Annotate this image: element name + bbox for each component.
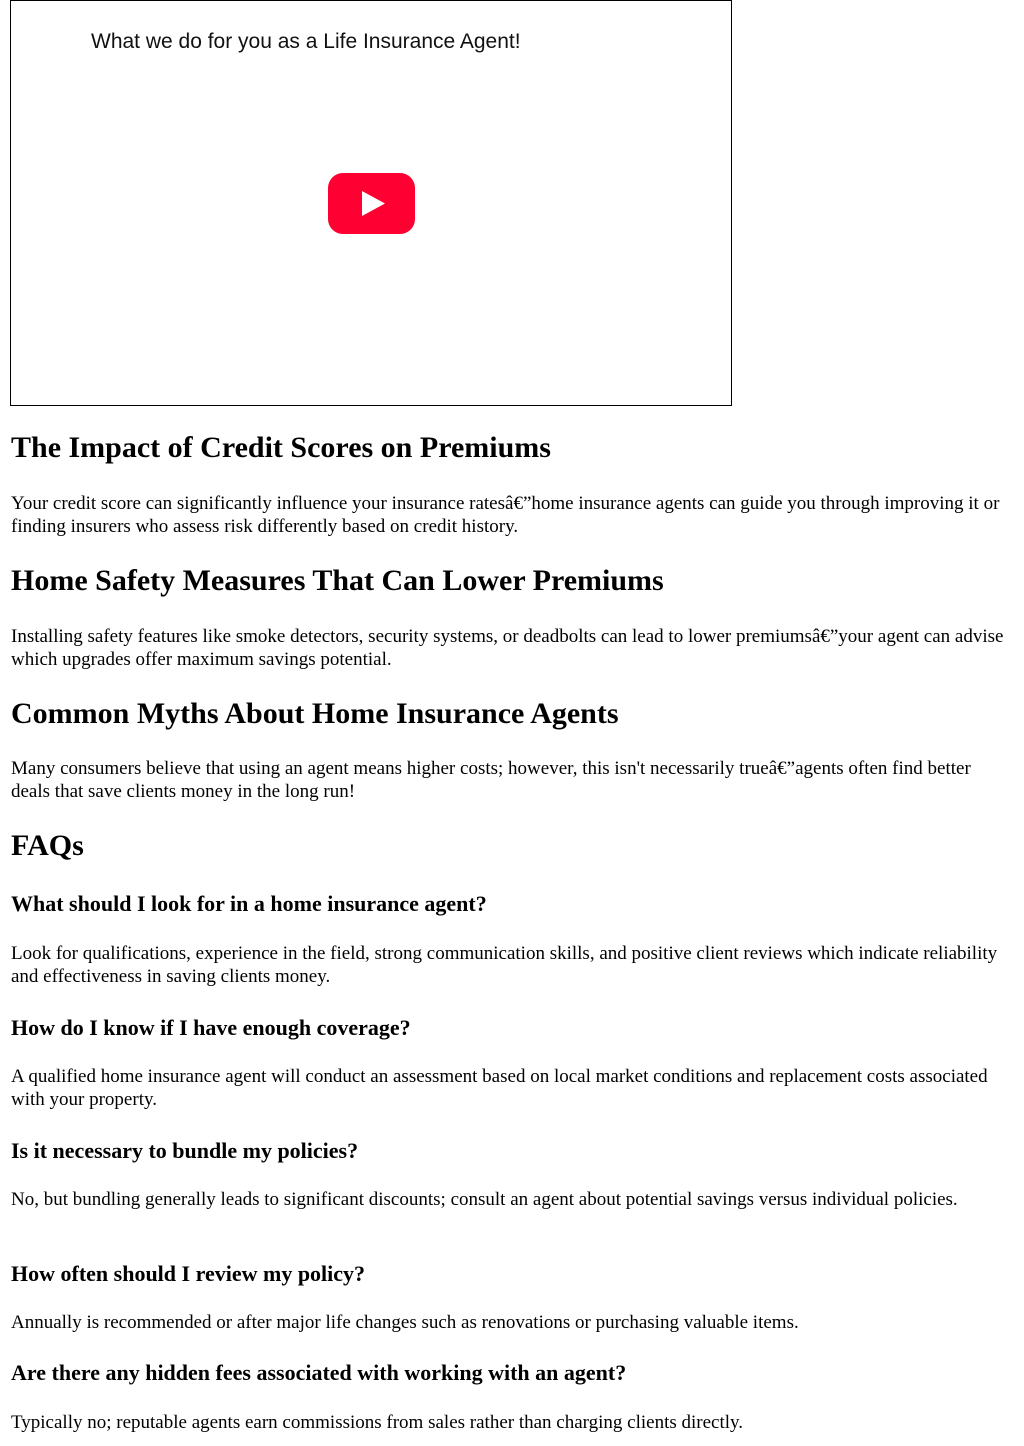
faq-question: Are there any hidden fees associated with working with an agent? bbox=[11, 1360, 627, 1385]
faq-answer: Typically no; reputable agents earn commissions from sales rather than charging clients directly. bbox=[11, 1412, 744, 1433]
faq-answer: No, but bundling generally leads to significant discounts; consult an agent about potential savings versus individual policies. bbox=[11, 1189, 958, 1210]
faq-question: Is it necessary to bundle my policies? bbox=[11, 1138, 359, 1163]
faq-question: What should I look for in a home insurance agent? bbox=[11, 891, 487, 916]
paragraph-safety-measures: Installing safety features like smoke detectors, security systems, or deadbolts can lead to lower premiumsâ€”your agent can advise which upgrades offer maximum savings potential. bbox=[11, 626, 1004, 670]
video-title[interactable]: What we do for you as a Life Insurance Agent! bbox=[91, 30, 521, 53]
play-icon[interactable] bbox=[328, 173, 415, 234]
faq-answer: Annually is recommended or after major life changes such as renovations or purchasing valuable items. bbox=[11, 1312, 799, 1333]
heading-safety-measures: Home Safety Measures That Can Lower Premiums bbox=[11, 564, 664, 597]
heading-common-myths: Common Myths About Home Insurance Agents bbox=[11, 697, 619, 730]
heading-credit-scores: The Impact of Credit Scores on Premiums bbox=[11, 431, 551, 464]
faq-question: How often should I review my policy? bbox=[11, 1261, 366, 1286]
heading-faqs: FAQs bbox=[11, 829, 84, 862]
paragraph-common-myths: Many consumers believe that using an agent means higher costs; however, this isn't necessarily trueâ€”agents often find better deals that save clients money in the long run! bbox=[11, 758, 971, 802]
faq-question: How do I know if I have enough coverage? bbox=[11, 1015, 411, 1040]
paragraph-credit-scores: Your credit score can significantly influence your insurance ratesâ€”home insurance agents can guide you through improving it or finding insurers who assess risk differently based on credit history. bbox=[11, 493, 1000, 537]
faq-answer: A qualified home insurance agent will conduct an assessment based on local market conditions and replacement costs associated with your property. bbox=[11, 1066, 988, 1110]
video-embed[interactable] bbox=[10, 0, 732, 406]
faq-answer: Look for qualifications, experience in the field, strong communication skills, and positive client reviews which indicate reliability and effectiveness in saving clients money. bbox=[11, 943, 998, 987]
